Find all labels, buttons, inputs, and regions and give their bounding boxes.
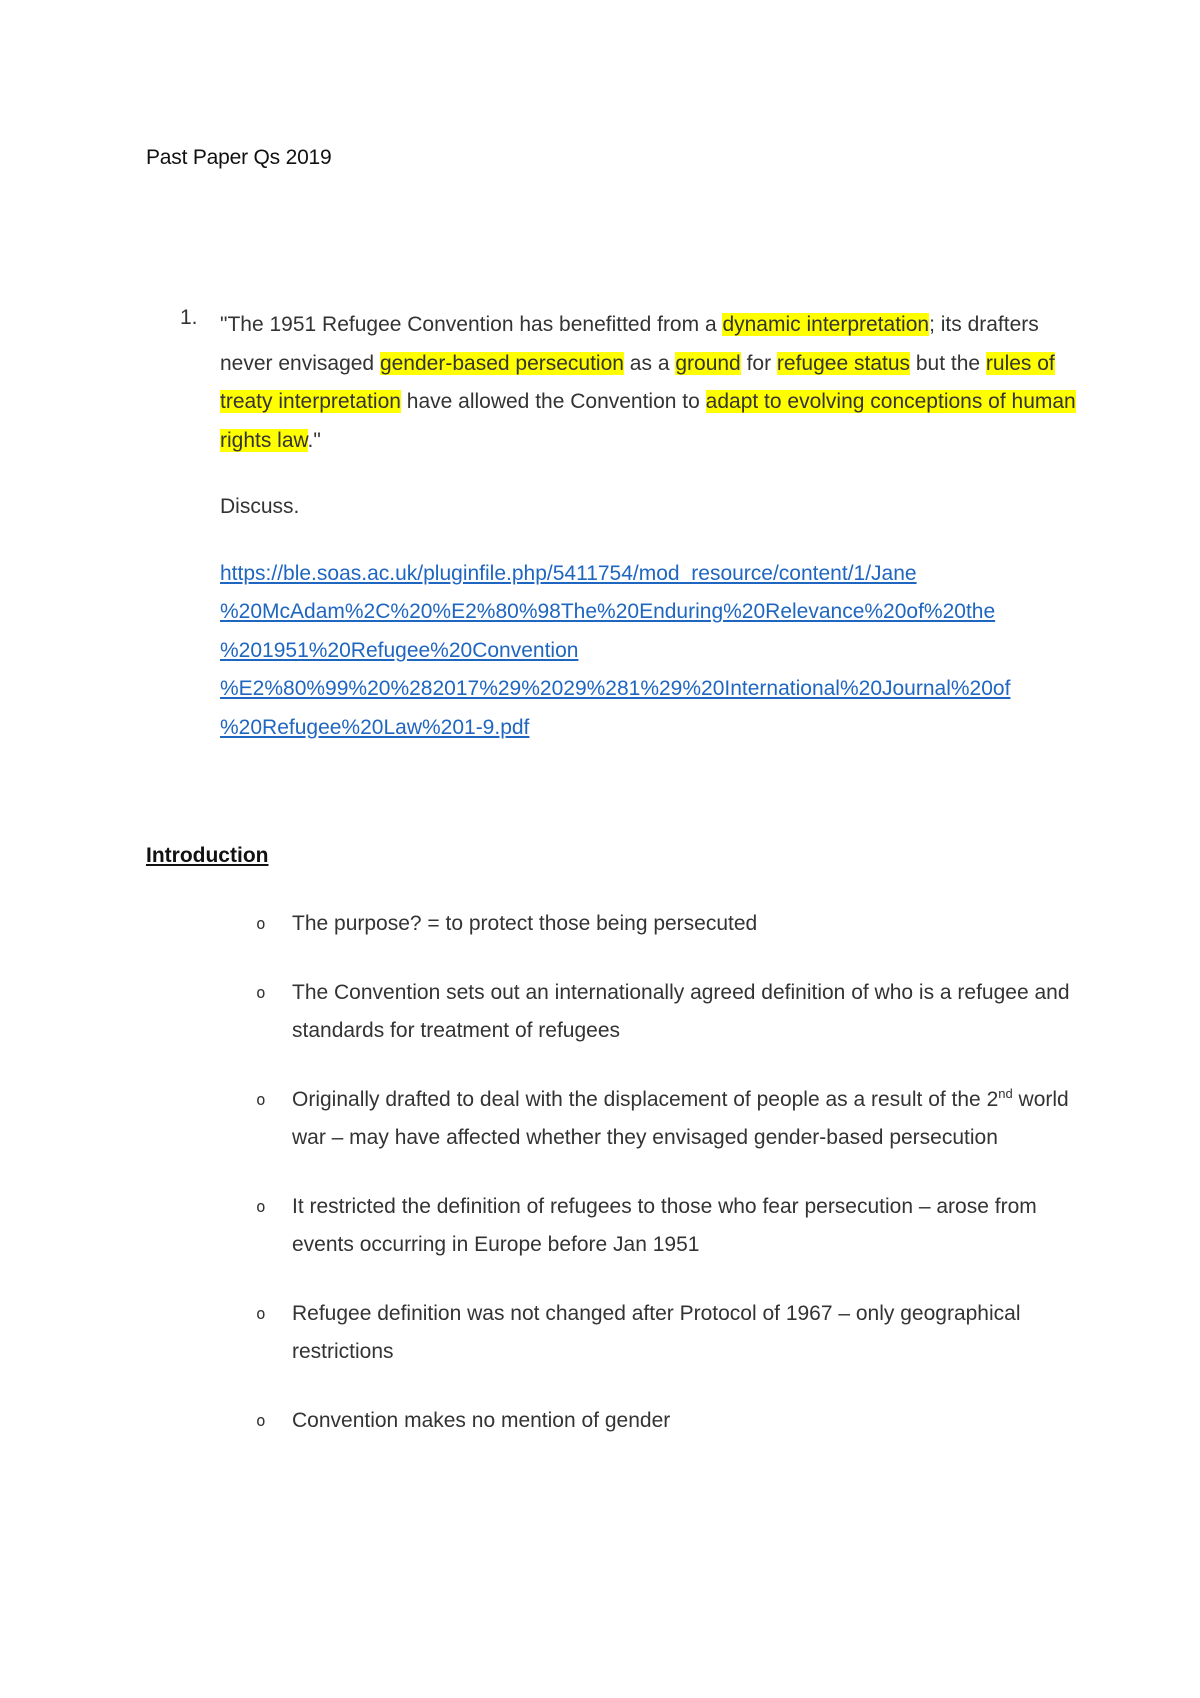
quote-segment: "The 1951 Refugee Convention has benefitted from a [220, 313, 723, 336]
hollow-bullet-icon: o [256, 1196, 266, 1216]
list-item-text: Refugee definition was not changed after Protocol of 1967 – only geographical restrictions [292, 1301, 1021, 1363]
list-item [254, 1188, 1074, 1265]
list-item-text: Convention makes no mention of gender [292, 1408, 671, 1432]
question-1 [180, 306, 1080, 747]
link-line: https://ble.soas.ac.uk/pluginfile.php/5411754/mod_resource/content/1/Jane [220, 561, 917, 585]
list-item-text: The purpose? = to protect those being persecuted [292, 912, 758, 935]
list-item [254, 905, 1074, 944]
quote-segment: as a [623, 351, 676, 375]
question-number: 1. [180, 306, 198, 329]
quote-segment: for [740, 351, 777, 375]
question-quote [220, 306, 1080, 460]
ordinal-superscript: nd [998, 1085, 1013, 1101]
quote-segment: ." [307, 428, 321, 452]
hollow-bullet-icon: o [256, 982, 266, 1002]
highlighted-phrase: dynamic interpretation [722, 313, 930, 336]
highlighted-phrase: gender-based persecution [379, 351, 624, 375]
list-item-text: It restricted the definition of refugees to those who fear persecution – arose from events occurring in Europe before Jan 1951 [292, 1194, 1037, 1256]
document-title: Past Paper Qs 2019 [146, 146, 332, 169]
link-line: %201951%20Refugee%20Convention [220, 638, 579, 662]
list-item-text: Originally drafted to deal with the displacement of people as a result of the 2 [292, 1087, 999, 1111]
list-item-text: The Convention sets out an internationally agreed definition of who is a refugee and standards for treatment of refugees [292, 980, 1070, 1042]
list-item [254, 1402, 1074, 1441]
highlighted-phrase: ground [675, 351, 741, 375]
highlighted-phrase: rules of treaty interpretation [220, 351, 1055, 413]
introduction-bullet-list [254, 905, 1074, 1470]
link-line: %20McAdam%2C%20%E2%80%98The%20Enduring%20Relevance%20of%20the [220, 600, 996, 623]
highlighted-phrase: adapt to evolving conceptions of human rights law [220, 390, 1076, 452]
list-item-text: world war – may have affected whether they envisaged gender-based persecution [292, 1087, 1069, 1149]
list-item [254, 1081, 1074, 1158]
link-line: %E2%80%99%20%282017%29%2029%281%29%20International%20Journal%20of [220, 677, 1011, 700]
quote-segment: ; its drafters never envisaged [220, 313, 1039, 375]
question-body [220, 306, 1080, 747]
list-item [254, 974, 1074, 1051]
list-item [254, 1295, 1074, 1372]
reference-link[interactable] [220, 555, 1080, 748]
hollow-bullet-icon: o [256, 1089, 266, 1109]
highlighted-phrase: refugee status [776, 351, 911, 375]
quote-segment: have allowed the Convention to [400, 390, 706, 413]
link-line: %20Refugee%20Law%201-9.pdf [220, 715, 530, 739]
question-instruction: Discuss. [220, 495, 300, 518]
hollow-bullet-icon: o [256, 914, 266, 933]
quote-segment: but the [910, 351, 986, 375]
hollow-bullet-icon: o [256, 1410, 266, 1430]
hollow-bullet-icon: o [256, 1303, 266, 1323]
section-heading-introduction: Introduction [146, 844, 269, 867]
